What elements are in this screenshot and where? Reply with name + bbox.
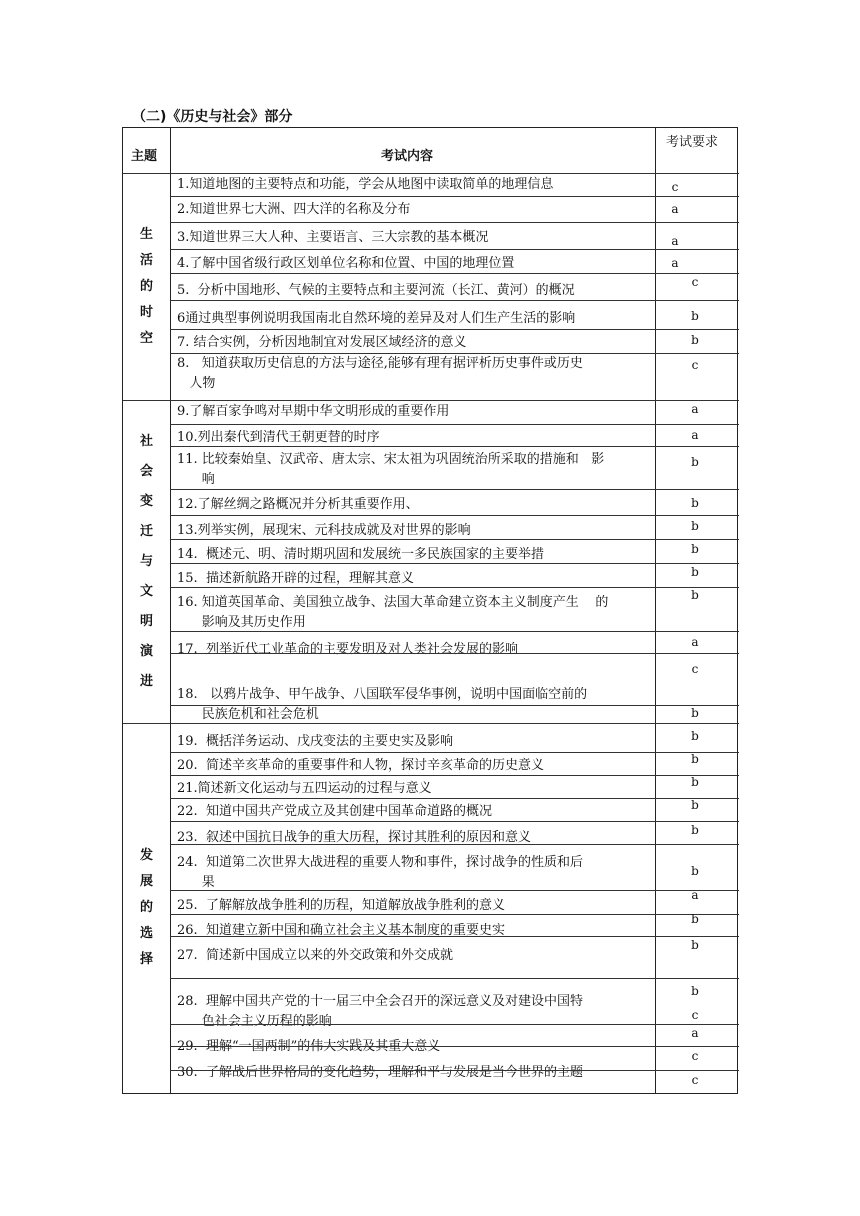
requirement-level: c [691, 662, 699, 676]
content-item: 6通过典型事例说明我国南北自然环境的差异及对人们生产生活的影响 [177, 311, 576, 326]
row-divider [170, 1046, 739, 1047]
row-divider [170, 844, 739, 845]
requirement-level: b [691, 455, 699, 469]
theme-char: 发 [139, 848, 153, 863]
row-divider [170, 890, 739, 891]
theme-char: 的 [139, 900, 153, 915]
row-divider [170, 752, 739, 753]
requirement-level: a [671, 256, 679, 270]
content-item: 20. 简述辛亥革命的重要事件和人物，探讨辛亥革命的历史意义 [177, 758, 544, 773]
requirement-level: a [691, 1026, 699, 1040]
header-requirement: 考试要求 [666, 135, 719, 150]
requirement-level: b [691, 912, 699, 926]
content-item: 21.简述新文化运动与五四运动的过程与意义 [177, 781, 432, 796]
theme-char: 生 [139, 226, 153, 242]
content-item: 17. 列举近代工业革命的主要发明及对人类社会发展的影响 [177, 642, 518, 657]
requirement-level: b [691, 519, 699, 533]
header-theme: 主题 [131, 149, 158, 164]
content-item: 12.了解丝绸之路概况并分析其重要作用、 [177, 497, 419, 512]
content-item: 27. 简述新中国成立以来的外交政策和外交成就 [177, 948, 453, 963]
header-divider [123, 173, 739, 174]
theme-char: 变 [139, 493, 153, 509]
row-divider [170, 196, 739, 197]
requirement-level: a [671, 202, 679, 216]
row-divider [170, 798, 739, 799]
theme-char: 择 [139, 952, 153, 967]
theme-char: 社 [139, 433, 153, 449]
row-divider [170, 249, 739, 250]
row-divider [170, 539, 739, 540]
theme-char: 的 [139, 278, 153, 294]
requirement-level: b [691, 864, 699, 878]
requirement-level: b [691, 729, 699, 743]
content-item: 7. 结合实例，分析因地制宜对发展区域经济的意义 [177, 335, 467, 350]
theme-char: 明 [139, 613, 153, 629]
content-item: 29. 理解“一国两制”的伟大实践及其重大意义 [177, 1039, 441, 1054]
row-divider [170, 424, 739, 425]
exam-requirements-table [122, 127, 738, 1094]
requirement-level: b [691, 823, 699, 837]
row-divider [170, 1070, 739, 1071]
content-item: 4.了解中国省级行政区划单位名称和位置、中国的地理位置 [177, 256, 515, 271]
row-divider [170, 329, 739, 330]
row-divider [170, 489, 739, 490]
theme-char: 选 [139, 926, 153, 941]
content-item: 16. 知道英国革命、美国独立战争、法国大革命建立资本主义制度产生 的 影响及其历史作用 [177, 595, 609, 630]
row-divider [170, 353, 739, 354]
requirement-level: b [691, 588, 699, 602]
content-item: 15. 描述新航路开辟的过程，理解其意义 [177, 571, 414, 586]
content-item: 2.知道世界七大洲、四大洋的名称及分布 [177, 202, 411, 217]
requirement-level: b [691, 565, 699, 579]
requirement-level: b [691, 938, 699, 952]
row-divider [170, 563, 739, 564]
theme-char: 演 [139, 643, 153, 659]
requirement-level: c [671, 180, 679, 194]
requirement-level: b [691, 752, 699, 766]
row-divider [170, 222, 739, 223]
requirement-level: a [671, 234, 679, 248]
requirement-level: b [691, 309, 699, 323]
row-divider [170, 978, 739, 979]
header-content: 考试内容 [381, 149, 434, 164]
theme-char: 活 [139, 252, 153, 268]
content-item: 13.列举实例，展现宋、元科技成就及对世界的影响 [177, 523, 471, 538]
theme-cell [123, 400, 170, 723]
row-divider [170, 1024, 739, 1025]
requirement-level: b [691, 333, 699, 347]
row-divider [170, 273, 739, 274]
requirement-level: c [691, 1049, 699, 1063]
requirement-level: b [691, 542, 699, 556]
row-divider [170, 300, 739, 301]
requirement-level: b [691, 984, 699, 998]
theme-divider [123, 400, 739, 401]
theme-char: 空 [139, 330, 153, 346]
content-item: 1.知道地图的主要特点和功能，学会从地图中读取简单的地理信息 [177, 177, 554, 192]
row-divider [170, 653, 739, 654]
theme-char: 迁 [139, 523, 153, 539]
theme-char: 会 [139, 463, 153, 479]
theme-cell [123, 723, 170, 1093]
row-divider [170, 515, 739, 516]
content-item: 5. 分析中国地形、气候的主要特点和主要河流（长江、黄河）的概况 [177, 283, 575, 298]
theme-char: 展 [139, 874, 153, 889]
content-item: 28. 理解中国共产党的十一届三中全会召开的深远意义及对建设中国特 色社会主义历程的影响 [177, 994, 583, 1029]
requirement-level: b [691, 706, 699, 720]
section-title: （二)《历史与社会》部分 [132, 109, 293, 125]
theme-cell [123, 173, 170, 400]
theme-char: 文 [139, 583, 153, 599]
content-item: 23. 叙述中国抗日战争的重大历程，探讨其胜利的原因和意义 [177, 830, 531, 845]
requirement-level: b [691, 496, 699, 510]
content-item: 10.列出秦代到清代王朝更替的时序 [177, 430, 380, 445]
row-divider [170, 821, 739, 822]
requirement-level: c [691, 1073, 699, 1087]
requirement-level: b [691, 775, 699, 789]
theme-char: 进 [139, 673, 153, 689]
requirement-level: a [691, 635, 699, 649]
requirement-level: b [691, 798, 699, 812]
content-item: 24. 知道第二次世界大战进程的重要人物和事件，探讨战争的性质和后 果 [177, 855, 583, 890]
requirement-level: c [691, 1008, 699, 1022]
requirement-level: c [691, 275, 699, 289]
requirement-level: a [691, 402, 699, 416]
content-item: 11. 比较秦始皇、汉武帝、唐太宗、宋太祖为巩固统治所采取的措施和 影 响 [177, 452, 605, 487]
content-item: 30. 了解战后世界格局的变化趋势，理解和平与发展是当今世界的主题 [177, 1065, 583, 1080]
row-divider [170, 631, 739, 632]
row-divider [170, 446, 739, 447]
content-item: 26. 知道建立新中国和确立社会主义基本制度的重要史实 [177, 923, 505, 938]
content-item: 8. 知道获取历史信息的方法与途径,能够有理有据评析历史事件或历史 人物 [177, 356, 583, 391]
content-item: 14. 概述元、明、清时期巩固和发展统一多民族国家的主要举措 [177, 547, 544, 562]
content-item: 25. 了解解放战争胜利的历程，知道解放战争胜利的意义 [177, 898, 505, 913]
row-divider [170, 587, 739, 588]
requirement-level: a [691, 428, 699, 442]
row-divider [170, 705, 739, 706]
content-item: 22. 知道中国共产党成立及其创建中国革命道路的概况 [177, 804, 492, 819]
row-divider [170, 936, 739, 937]
content-item: 18. 以鸦片战争、甲午战争、八国联军侵华事例，说明中国面临空前的 民族危机和社会危机 [177, 687, 588, 722]
theme-char: 时 [139, 304, 153, 320]
content-item: 3.知道世界三大人种、主要语言、三大宗教的基本概况 [177, 230, 489, 245]
theme-char: 与 [139, 553, 153, 569]
row-divider [170, 775, 739, 776]
content-item: 9.了解百家争鸣对早期中华文明形成的重要作用 [177, 404, 450, 419]
content-item: 19. 概括洋务运动、戊戌变法的主要史实及影响 [177, 734, 453, 749]
requirement-level: a [691, 888, 699, 902]
row-divider [170, 914, 739, 915]
requirement-level: c [691, 358, 699, 372]
